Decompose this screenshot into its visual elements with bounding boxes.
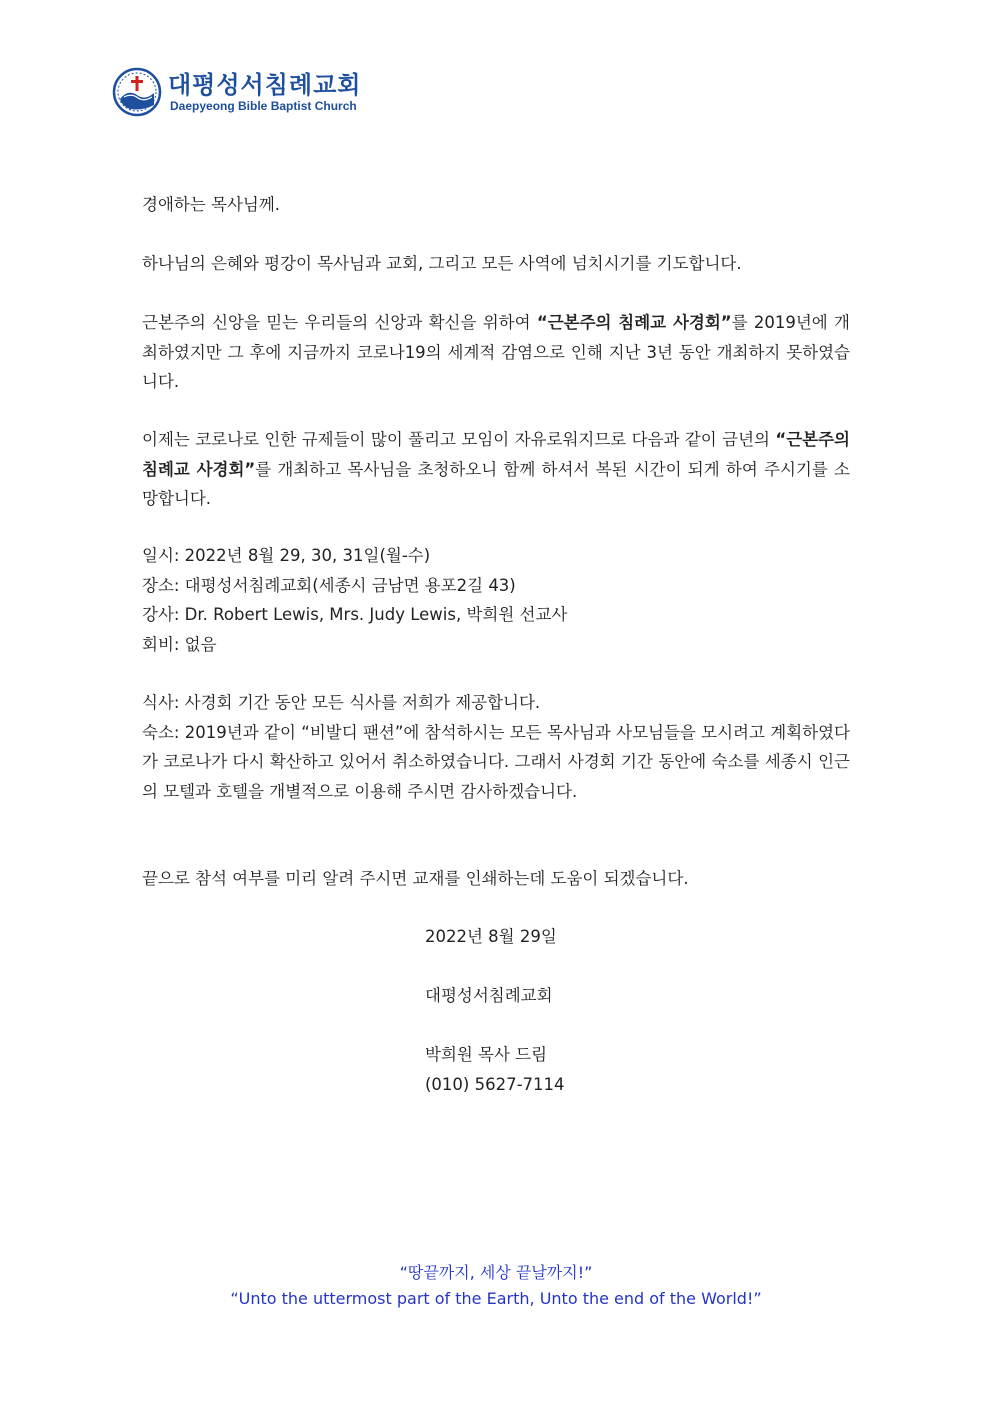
event-speakers: 강사: Dr. Robert Lewis, Mrs. Judy Lewis, 박희원 선교사 xyxy=(142,605,568,624)
event-name-highlight: “근본주의 침례교 사경회” xyxy=(536,313,732,332)
intro-paragraph xyxy=(142,308,850,397)
invite-text-before: 이제는 코로나로 인한 규제들이 많이 풀리고 모임이 자유로워지므로 다음과 같이 금년의 xyxy=(142,430,776,449)
meals-text: 식사: 사경회 기간 동안 모든 식사를 저희가 제공합니다. xyxy=(142,693,541,712)
closing-paragraph xyxy=(142,864,850,894)
event-name-highlight: “근본주의 침례교 사경회” xyxy=(142,430,850,479)
closing-text: 끝으로 참석 여부를 미리 알려 주시면 교재를 인쇄하는데 도움이 되겠습니다. xyxy=(142,869,689,888)
church-emblem-icon xyxy=(112,67,162,117)
greeting-paragraph xyxy=(142,190,850,220)
event-fee: 회비: 없음 xyxy=(142,634,217,654)
blessing-text: 하나님의 은혜와 평강이 목사님과 교회, 그리고 모든 사역에 넘치시기를 기도합니다. xyxy=(142,254,742,273)
church-name xyxy=(168,71,361,114)
intro-text-before: 근본주의 신앙을 믿는 우리들의 신앙과 확신을 위하여 xyxy=(142,313,537,332)
church-name-english: Daepyeong Bible Baptist Church xyxy=(170,98,357,113)
lodging-text: 숙소: 2019년과 같이 “비발디 팬션”에 참석하시는 모든 목사님과 사모님들을 모시려고 계획하였다가 코로나가 다시 확산하고 있어서 취소하였습니다. 그래서 사경회 기간 동안에 숙소를 세종시 인근의 모텔과 호텔을 개별적으로 이용해 주시면 감사하겠습니다. xyxy=(142,722,850,801)
signature-phone: (010) 5627-7114 xyxy=(425,1075,565,1094)
signature-name: 박희원 목사 드림 xyxy=(425,1045,548,1064)
event-place: 장소: 대평성서침례교회(세종시 금남면 용포2길 43) xyxy=(142,575,516,595)
signature-date: 2022년 8월 29일 xyxy=(425,927,557,946)
signature-church: 대평성서침례교회 xyxy=(425,986,553,1005)
accommodation-info xyxy=(142,688,850,806)
blessing-paragraph xyxy=(142,249,850,279)
intro-text-after: 를 2019년에 개최하였지만 그 후에 지금까지 코로나19의 세계적 감염으로 인해 지난 3년 동안 개최하지 못하였습니다. xyxy=(142,313,850,391)
invitation-paragraph xyxy=(142,425,850,514)
footer-motto-english: “Unto the uttermost part of the Earth, Unto the end of the World!” xyxy=(230,1289,762,1308)
footer-motto-korean: “땅끝까지, 세상 끝날까지!” xyxy=(399,1263,593,1282)
church-name-korean: 대평성서침례교회 xyxy=(168,70,362,99)
event-details xyxy=(142,541,850,659)
invite-text-after: 를 개최하고 목사님을 초청하오니 함께 하셔서 복된 시간이 되게 하여 주시기를 소망합니다. xyxy=(142,459,850,508)
greeting-text: 경애하는 목사님께. xyxy=(142,195,281,214)
event-date: 일시: 2022년 8월 29, 30, 31일(월-수) xyxy=(142,546,431,565)
letterhead xyxy=(112,66,361,118)
